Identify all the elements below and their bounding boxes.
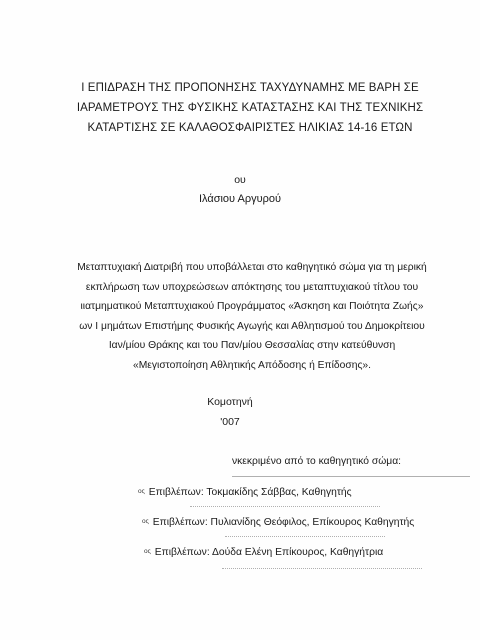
- signature-line: [232, 476, 470, 477]
- committee-member-text: Επιβλέπων: Δούδα Ελένη Επίκουρος, Καθηγήτρια: [154, 547, 384, 558]
- committee-member: [138, 487, 352, 498]
- thesis-title-line: ΙΑΡΑΜΕΤΡΟΥΣ ΤΗΣ ΦΥΣΙΚΗΣ ΚΑΤΑΣΤΑΣΗΣ ΚΑΙ ΤΗΣ ΤΕΧΝΙΚΗΣ: [76, 102, 424, 114]
- ordinal-mark: ος: [142, 518, 149, 525]
- description-line: Ιαν/μίου Θράκης και του Παν/μίου Θεσσαλίας στην κατεύθυνση: [108, 340, 396, 351]
- committee-member: [142, 517, 414, 528]
- committee-member: [144, 547, 383, 558]
- author-name: Ιλάσιου Αργυρού: [198, 193, 282, 205]
- thesis-description: [42, 258, 462, 375]
- description-line: εκπλήρωση των υποχρεώσεων απόκτησης του μεταπτυχιακού τίτλου του: [85, 281, 419, 293]
- thesis-title: [40, 78, 460, 138]
- description-line: ων Ι μημάτων Επιστήμης Φυσικής Αγωγής και Αθλητισμού του Δημοκρίτειου: [79, 320, 425, 332]
- author-prefix: ου: [234, 174, 246, 186]
- committee-title: νκεκριμένο από το καθηγητικό σώμα:: [232, 456, 402, 467]
- year: '007: [220, 416, 240, 428]
- signature-line: [190, 506, 380, 507]
- signature-line: [225, 536, 385, 537]
- committee-member-text: Επιβλέπων: Τοκμακίδης Σάββας, Καθηγητής: [148, 487, 352, 498]
- ordinal-mark: ος: [138, 488, 145, 495]
- ordinal-mark: ος: [144, 548, 151, 555]
- thesis-title-line: Ι ΕΠΙΔΡΑΣΗ ΤΗΣ ΠΡΟΠΟΝΗΣΗΣ ΤΑΧΥΔΥΝΑΜΗΣ ΜΕ ΒΑΡΗ ΣΕ: [81, 82, 419, 94]
- signature-line: [222, 568, 422, 569]
- description-line: «Μεγιστοποίηση Αθλητικής Απόδοσης ή Επίδοσης».: [132, 359, 372, 371]
- description-line: ιιατμηματικού Μεταπτυχιακού Προγράμματος «Άσκηση και Ποιότητα Ζωής»: [80, 301, 424, 312]
- thesis-title-line: ΚΑΤΑΡΤΙΣΗΣ ΣΕ ΚΑΛΑΘΟΣΦΑΙΡΙΣΤΕΣ ΗΛΙΚΙΑΣ 14-16 ΕΤΩΝ: [87, 122, 413, 134]
- place-name: Κομοτηνή: [207, 396, 253, 408]
- committee-member-text: Επιβλέπων: Πυλιανίδης Θεόφιλος, Επίκουρος Καθηγητής: [152, 517, 415, 528]
- description-line: Μεταπτυχιακή Διατριβή που υποβάλλεται στο καθηγητικό σώμα για τη μερική: [77, 262, 427, 273]
